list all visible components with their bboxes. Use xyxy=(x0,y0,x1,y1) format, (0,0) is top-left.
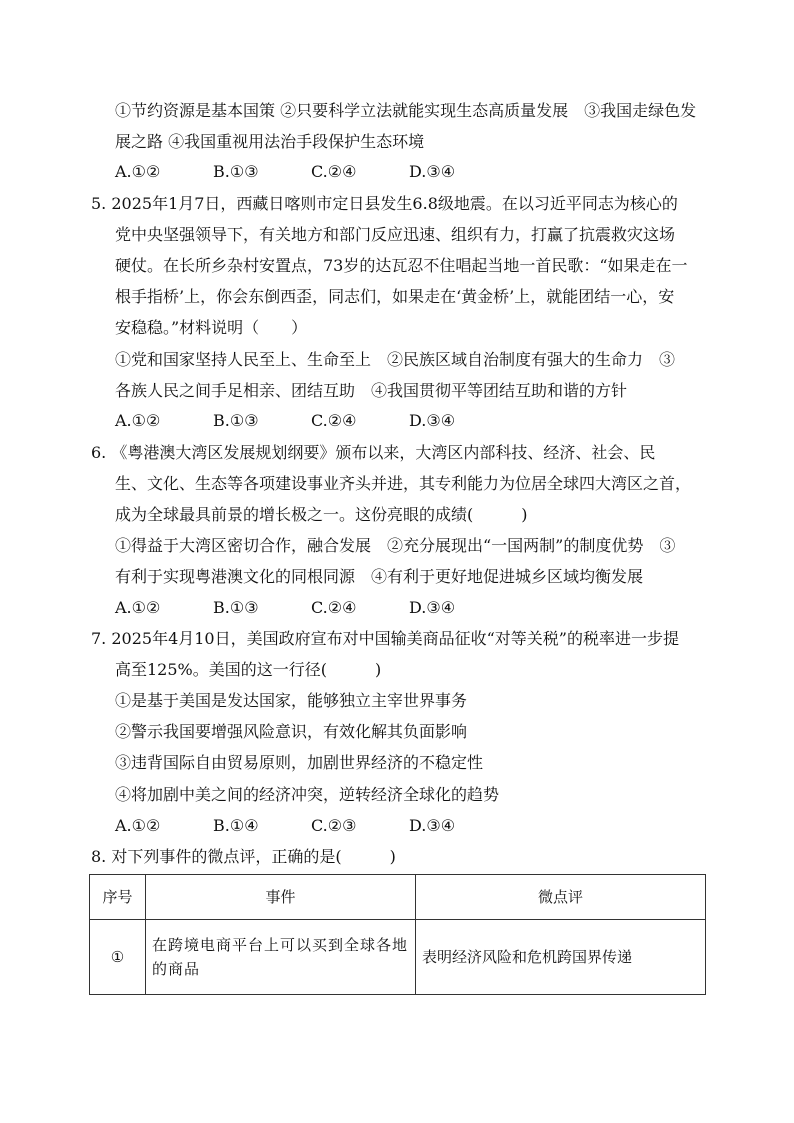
q6-stem-line-1: 6. 《粤港澳大湾区发展规划纲要》颁布以来，大湾区内部科技、经济、社会、民 xyxy=(91,443,656,462)
row-1-event: 在跨境电商平台上可以买到全球各地的商品 xyxy=(146,920,416,995)
q8-event-table xyxy=(89,874,706,995)
q7-option-4: ④将加剧中美之间的经济冲突，逆转经济全球化的趋势 xyxy=(115,785,500,804)
q6-stem-line-2: 生、文化、生态等各项建设事业齐头并进，其专利能力为位居全球四大湾区之首， xyxy=(115,474,692,493)
q7-choice-a: A.①② xyxy=(115,816,161,835)
q5-choice-d: D.③④ xyxy=(409,411,456,430)
header-event: 事件 xyxy=(146,875,416,920)
q7-choice-d: D.③④ xyxy=(409,816,456,835)
q6-choice-d: D.③④ xyxy=(409,598,456,617)
q5-stem-line-4: 根手指桥’上，你会东倒西歪，同志们，如果走在‘黄金桥’上，就能团结一心，安 xyxy=(115,287,675,306)
q5-choice-a: A.①② xyxy=(115,411,161,430)
q4-choice-c: C.②④ xyxy=(311,162,357,181)
q5-choice-c: C.②④ xyxy=(311,411,357,430)
q4-choice-d: D.③④ xyxy=(409,162,456,181)
q5-option-line-2: 各族人民之间手足相亲、团结互助 ④我国贯彻平等团结互助和谐的方针 xyxy=(115,381,628,400)
q5-stem-line-1: 5. 2025年1月7日，西藏日喀则市定日县发生6.8级地震。在以习近平同志为核心的 xyxy=(91,194,678,213)
q7-option-2: ②警示我国要增强风险意识，有效化解其负面影响 xyxy=(115,722,468,741)
q5-stem-line-2: 党中央坚强领导下，有关地方和部门反应迅速、组织有力，打赢了抗震救灾这场 xyxy=(115,225,676,244)
q5-stem-line-5: 安稳稳。”材料说明（ ） xyxy=(115,318,308,337)
q4-choice-a: A.①② xyxy=(115,162,161,181)
q6-stem-line-3: 成为全球最具前景的增长极之一。这份亮眼的成绩( ) xyxy=(115,505,528,524)
q4-option-line-1: ①节约资源是基本国策 ②只要科学立法就能实现生态高质量发展 ③我国走绿色发 xyxy=(115,101,697,120)
header-number: 序号 xyxy=(90,875,146,920)
q7-option-1: ①是基于美国是发达国家，能够独立主宰世界事务 xyxy=(115,691,468,710)
table-header-row xyxy=(90,875,706,920)
q7-choice-c: C.②③ xyxy=(311,816,357,835)
q6-option-line-1: ①得益于大湾区密切合作，融合发展 ②充分展现出“一国两制”的制度优势 ③ xyxy=(115,536,676,555)
q7-choice-b: B.①④ xyxy=(213,816,259,835)
table-row xyxy=(90,920,706,995)
q4-option-line-2: 展之路 ④我国重视用法治手段保护生态环境 xyxy=(115,132,425,151)
q7-stem-line-2: 高至125%。美国的这一行径( ) xyxy=(115,660,382,679)
q5-option-line-1: ①党和国家坚持人民至上、生命至上 ②民族区域自治制度有强大的生命力 ③ xyxy=(115,350,676,369)
q8-stem: 8. 对下列事件的微点评，正确的是( ) xyxy=(91,847,396,866)
q4-choice-b: B.①③ xyxy=(213,162,259,181)
q6-choice-b: B.①③ xyxy=(213,598,259,617)
row-1-comment: 表明经济风险和危机跨国界传递 xyxy=(416,920,706,995)
header-comment: 微点评 xyxy=(416,875,706,920)
q6-option-line-2: 有利于实现粤港澳文化的同根同源 ④有利于更好地促进城乡区域均衡发展 xyxy=(115,567,644,586)
q6-choice-a: A.①② xyxy=(115,598,161,617)
q7-stem-line-1: 7. 2025年4月10日，美国政府宣布对中国输美商品征收“对等关税”的税率进一步提 xyxy=(91,629,679,648)
q5-stem-line-3: 硬仗。在长所乡杂村安置点，73岁的达瓦忍不住唱起当地一首民歌：“如果走在一 xyxy=(115,256,688,275)
q5-choice-b: B.①③ xyxy=(213,411,259,430)
row-1-number: ① xyxy=(90,920,146,995)
q7-option-3: ③违背国际自由贸易原则，加剧世界经济的不稳定性 xyxy=(115,753,484,772)
q6-choice-c: C.②④ xyxy=(311,598,357,617)
